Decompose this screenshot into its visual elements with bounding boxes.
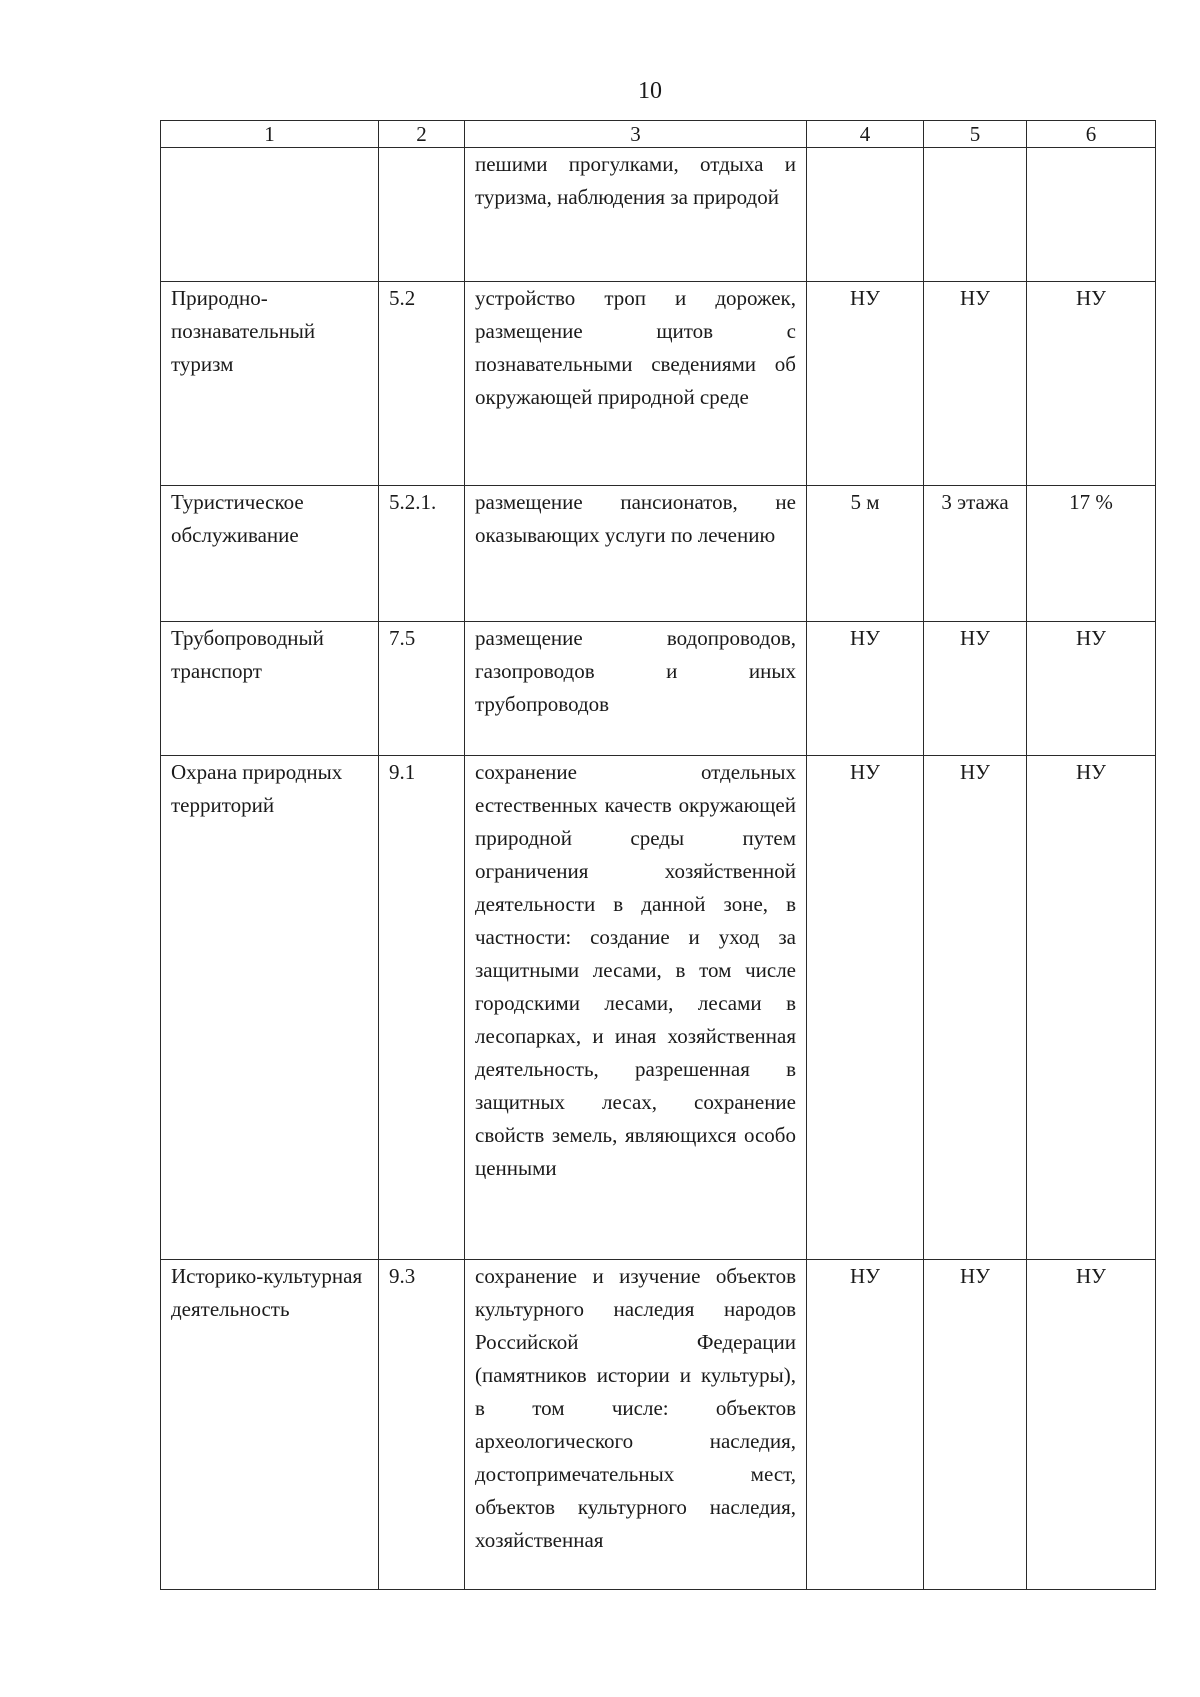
page-number: 10 (638, 78, 662, 104)
row-code: 5.2 (379, 282, 465, 486)
row-value-4: 5 м (807, 486, 924, 622)
row-description: устройство троп и дорожек, размещение щитов с познавательными сведениями об окружающей природной среде (465, 282, 807, 486)
table-row (161, 622, 1156, 756)
row-value-5: НУ (924, 1260, 1027, 1590)
row-code: 5.2.1. (379, 486, 465, 622)
row-name (161, 148, 379, 282)
row-code (379, 148, 465, 282)
row-description: размещение водопроводов, газопроводов и иных трубопроводов (465, 622, 807, 756)
header-col-2: 2 (379, 121, 465, 148)
row-value-6: НУ (1027, 1260, 1156, 1590)
row-code: 9.3 (379, 1260, 465, 1590)
row-value-6: НУ (1027, 756, 1156, 1260)
row-value-4: НУ (807, 756, 924, 1260)
row-value-4 (807, 148, 924, 282)
row-name: Историко-культурная деятельность (161, 1260, 379, 1590)
header-col-3: 3 (465, 121, 807, 148)
table-row (161, 486, 1156, 622)
row-value-5 (924, 148, 1027, 282)
row-value-6: НУ (1027, 622, 1156, 756)
row-description: сохранение и изучение объектов культурного наследия народов Российской Федерации (памятников истории и культуры), в том числе: объектов археологического наследия, достопримечательных мест, объектов культурного наследия, хозяйственная (465, 1260, 807, 1590)
header-col-5: 5 (924, 121, 1027, 148)
header-col-4: 4 (807, 121, 924, 148)
table-row (161, 282, 1156, 486)
row-code: 9.1 (379, 756, 465, 1260)
row-value-4: НУ (807, 622, 924, 756)
row-value-6: НУ (1027, 282, 1156, 486)
table-row (161, 1260, 1156, 1590)
table-row (161, 756, 1156, 1260)
row-value-5: 3 этажа (924, 486, 1027, 622)
row-description: пешими прогулками, отдыха и туризма, наблюдения за природой (465, 148, 807, 282)
row-name: Туристическое обслуживание (161, 486, 379, 622)
row-value-5: НУ (924, 622, 1027, 756)
row-description: сохранение отдельных естественных качеств окружающей природной среды путем ограничения хозяйственной деятельности в данной зоне, в частности: создание и уход за защитными лесами, в том числе городскими лесами, лесами в лесопарках, и иная хозяйственная деятельность, разрешенная в защитных лесах, сохранение свойств земель, являющихся особо ценными (465, 756, 807, 1260)
header-col-1: 1 (161, 121, 379, 148)
header-col-6: 6 (1027, 121, 1156, 148)
row-name: Природно-познавательный туризм (161, 282, 379, 486)
row-value-5: НУ (924, 756, 1027, 1260)
row-name: Трубопроводный транспорт (161, 622, 379, 756)
row-value-5: НУ (924, 282, 1027, 486)
row-code: 7.5 (379, 622, 465, 756)
table-row (161, 148, 1156, 282)
regulations-table (160, 120, 1156, 1590)
row-value-4: НУ (807, 282, 924, 486)
row-name: Охрана природных территорий (161, 756, 379, 1260)
table-header-row (161, 121, 1156, 148)
row-description: размещение пансионатов, не оказывающих услуги по лечению (465, 486, 807, 622)
row-value-6: 17 % (1027, 486, 1156, 622)
row-value-4: НУ (807, 1260, 924, 1590)
row-value-6 (1027, 148, 1156, 282)
